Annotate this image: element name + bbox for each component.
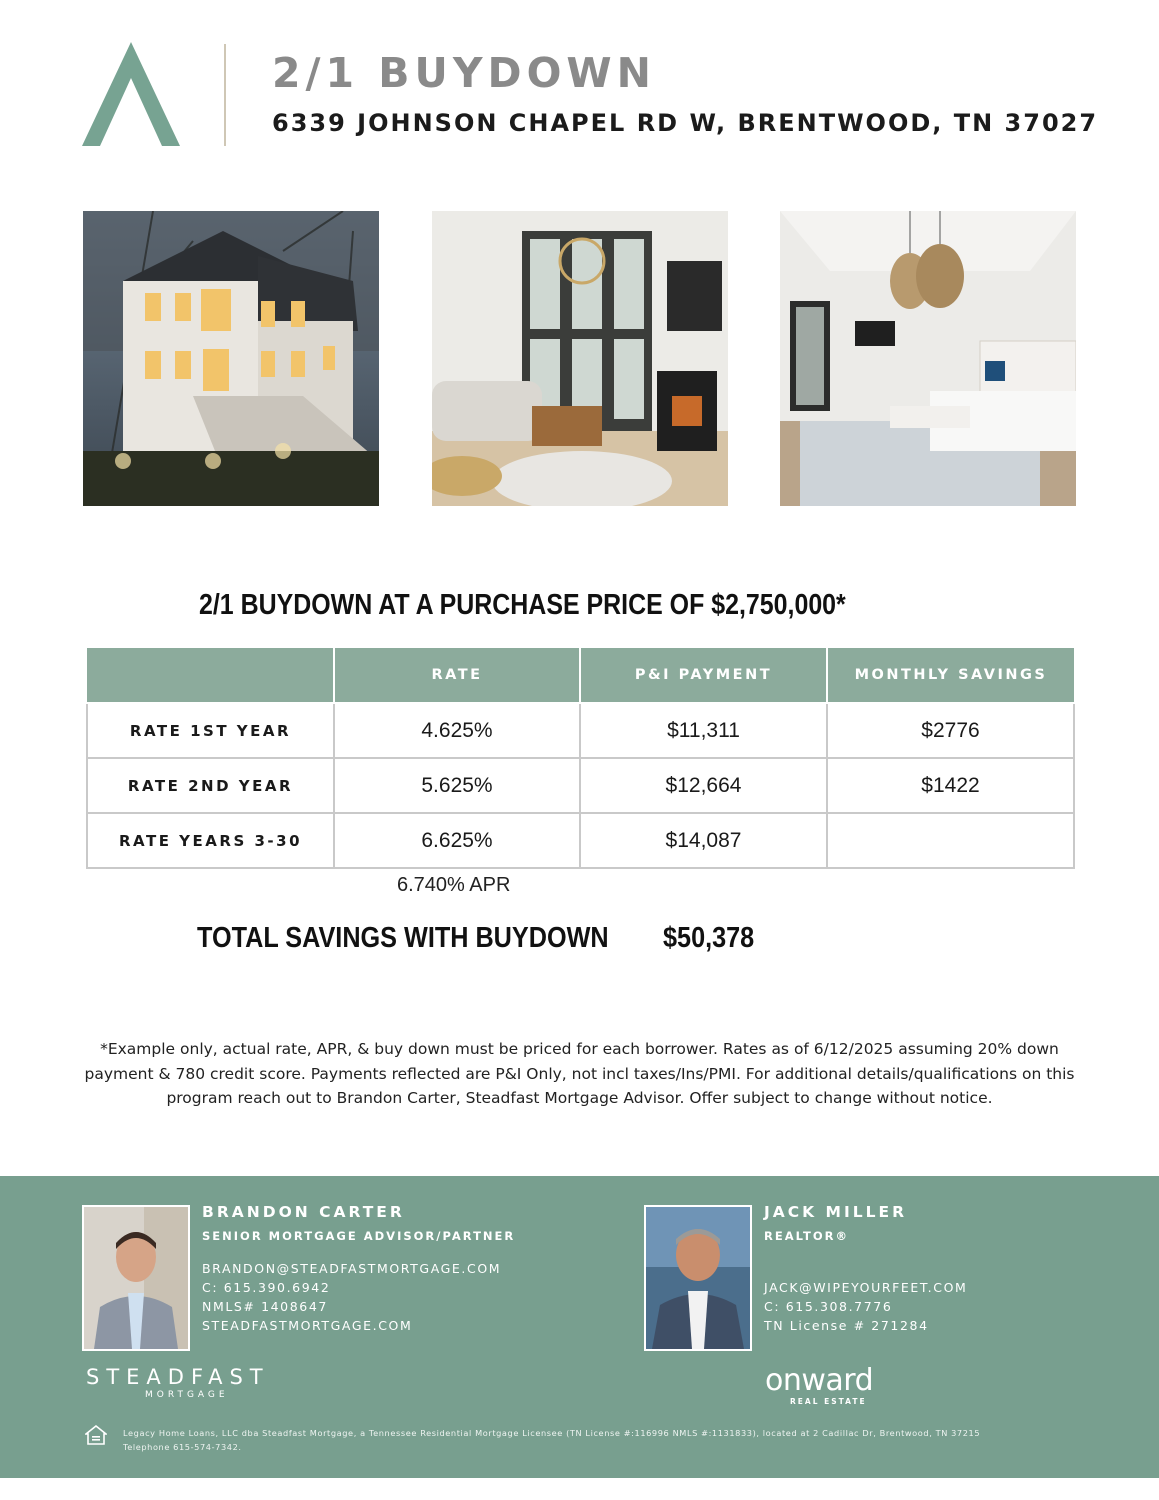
column-header-payment: P&I PAYMENT	[580, 648, 827, 703]
page-title: 2/1 BUYDOWN	[272, 49, 656, 97]
table-row	[87, 813, 1074, 868]
realtor-phone: C: 615.308.7776	[764, 1299, 893, 1314]
savings-cell	[827, 813, 1074, 868]
advisor-headshot	[82, 1205, 190, 1351]
living-room-photo	[432, 211, 728, 506]
payment-cell: $11,311	[580, 703, 827, 758]
column-header-rate: RATE	[334, 648, 580, 703]
payment-cell: $12,664	[580, 758, 827, 813]
column-header-savings: MONTHLY SAVINGS	[827, 648, 1074, 703]
purchase-price-headline: 2/1 BUYDOWN AT A PURCHASE PRICE OF $2,750,000*	[199, 589, 846, 621]
advisor-role: SENIOR MORTGAGE ADVISOR/PARTNER	[202, 1229, 516, 1243]
bedroom-photo	[780, 211, 1076, 506]
realtor-license: TN License # 271284	[764, 1318, 929, 1333]
savings-cell: $2776	[827, 703, 1074, 758]
steadfast-logo: STEADFAST	[86, 1365, 270, 1389]
realtor-role: REALTOR®	[764, 1229, 850, 1243]
row-label: RATE 1ST YEAR	[87, 703, 334, 758]
row-label: RATE YEARS 3-30	[87, 813, 334, 868]
advisor-website-link[interactable]: STEADFASTMORTGAGE.COM	[202, 1318, 413, 1333]
savings-cell: $1422	[827, 758, 1074, 813]
exterior-photo	[83, 211, 379, 506]
onward-logo: onward	[765, 1363, 874, 1398]
rate-cell: 5.625%	[334, 758, 580, 813]
realtor-name: JACK MILLER	[764, 1203, 908, 1221]
realtor-email-link[interactable]: JACK@WIPEYOURFEET.COM	[764, 1280, 968, 1295]
realtor-headshot	[644, 1205, 752, 1351]
rate-cell: 6.625%	[334, 813, 580, 868]
apr-note: 6.740% APR	[397, 874, 511, 896]
advisor-name: BRANDON CARTER	[202, 1203, 405, 1221]
legal-text-line1: Legacy Home Loans, LLC dba Steadfast Mortgage, a Tennessee Residential Mortgage Licensee (TN License #:116996 NMLS #:1131833), located at 2 Cadillac Dr, Brentwood, TN 37215	[123, 1428, 981, 1438]
total-savings-label: TOTAL SAVINGS WITH BUYDOWN	[197, 922, 609, 954]
column-header	[87, 648, 334, 703]
header-divider	[224, 44, 226, 146]
buydown-rate-table	[86, 648, 1075, 869]
table-header-row	[87, 648, 1074, 703]
rate-cell: 4.625%	[334, 703, 580, 758]
brand-logo-a	[82, 42, 180, 148]
onward-logo-sub: REAL ESTATE	[790, 1397, 867, 1406]
property-address: 6339 JOHNSON CHAPEL RD W, BRENTWOOD, TN 37027	[272, 109, 1099, 137]
row-label: RATE 2ND YEAR	[87, 758, 334, 813]
advisor-phone: C: 615.390.6942	[202, 1280, 331, 1295]
advisor-email-link[interactable]: BRANDON@STEADFASTMORTGAGE.COM	[202, 1261, 502, 1276]
legal-text-line2: Telephone 615-574-7342.	[123, 1442, 242, 1452]
table-row	[87, 758, 1074, 813]
steadfast-logo-sub: MORTGAGE	[145, 1390, 229, 1400]
equal-housing-icon	[85, 1425, 107, 1447]
total-savings-value: $50,378	[663, 922, 755, 954]
payment-cell: $14,087	[580, 813, 827, 868]
contact-footer	[0, 1176, 1159, 1478]
advisor-nmls: NMLS# 1408647	[202, 1299, 328, 1314]
disclaimer-text: *Example only, actual rate, APR, & buy down must be priced for each borrower. Rates as of 6/12/2025 assuming 20% down payment & 780 credit score. Payments reflected are P&I Only, not incl taxes/Ins/PMI. For additional details/qualifications on this program reach out to Brandon Carter, Steadfast Mortgage Advisor. Offer subject to change without notice.	[84, 1040, 1075, 1107]
table-row	[87, 703, 1074, 758]
